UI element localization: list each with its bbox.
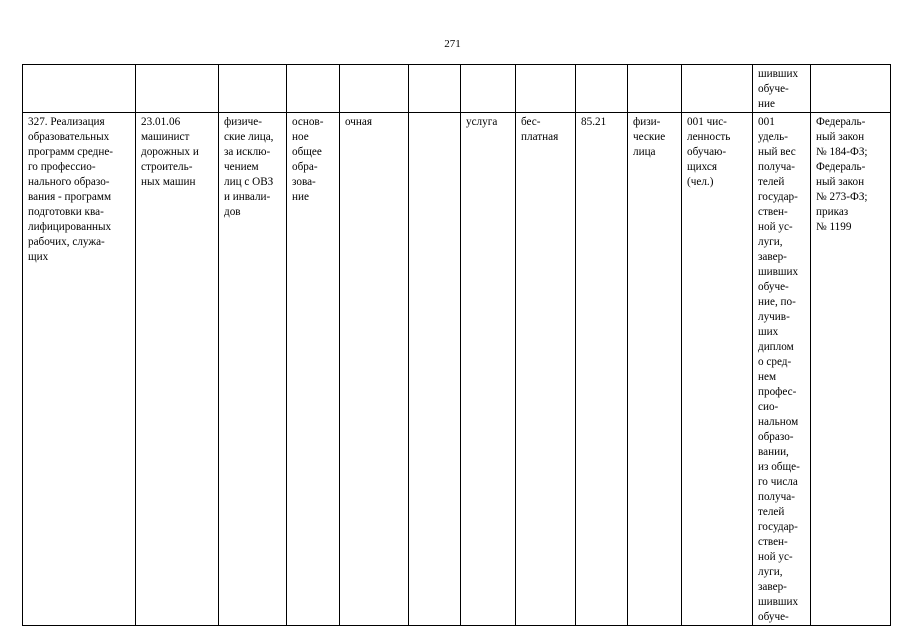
top-cell-8	[516, 65, 576, 113]
empty-cell	[409, 113, 461, 626]
legal-basis-cell: Федераль- ный закон № 184-ФЗ; Федераль- ный закон № 273-ФЗ; приказ № 1199	[811, 113, 891, 626]
quality-indicator-cell: 001 удель- ный вес получа- телей государ- ствен- ной ус- луги, завер- шивших обуче- ние, по- лучив- ших диплом о сред- нем профес- сио- нальном образо- вании, из обще- го числа получа- телей государ- ствен- ной ус- луги, завер- шивших обуче-	[753, 113, 811, 626]
top-cell-4	[287, 65, 340, 113]
services-table	[22, 64, 891, 626]
top-cell-12: шивших обуче- ние	[753, 65, 811, 113]
continuation-row	[23, 65, 891, 113]
top-cell-10	[628, 65, 682, 113]
top-cell-3	[219, 65, 287, 113]
volume-indicator-cell: 001 чис- ленность обучаю- щихся (чел.)	[682, 113, 753, 626]
consumers-cell: физиче- ские лица, за исклю- чением лиц с ОВЗ и инвали- дов	[219, 113, 287, 626]
top-cell-5	[340, 65, 409, 113]
top-cell-13	[811, 65, 891, 113]
recipients-cell: физи- ческие лица	[628, 113, 682, 626]
payment-cell: бес- платная	[516, 113, 576, 626]
table-row	[23, 113, 891, 626]
top-cell-7	[461, 65, 516, 113]
top-cell-9	[576, 65, 628, 113]
okved-cell: 85.21	[576, 113, 628, 626]
service-name-cell: 327. Реализация образовательных программ средне- го профессио- нального образо- вания - программ подготовки ква- лифицированных рабочих, служа- щих	[23, 113, 136, 626]
type-cell: услуга	[461, 113, 516, 626]
form-cell: очная	[340, 113, 409, 626]
page-number: 271	[444, 38, 461, 50]
specialty-code-cell: 23.01.06 машинист дорожных и строитель- ных машин	[136, 113, 219, 626]
top-cell-11	[682, 65, 753, 113]
education-level-cell: основ- ное общее обра- зова- ние	[287, 113, 340, 626]
top-cell-2	[136, 65, 219, 113]
top-cell-6	[409, 65, 461, 113]
top-cell-1	[23, 65, 136, 113]
